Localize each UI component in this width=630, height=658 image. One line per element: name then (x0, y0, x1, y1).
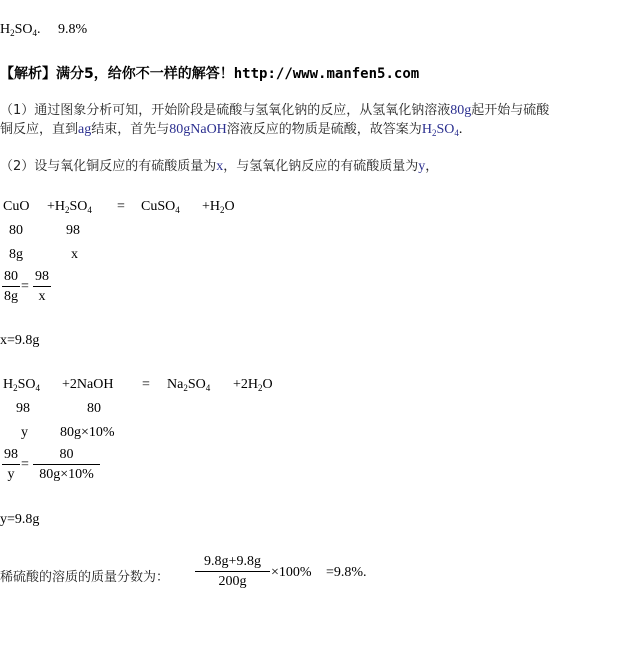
para2-text-a: （2）设与氧化铜反应的有硫酸质量为 (0, 159, 217, 174)
eq1-mass-cuo: 80 (9, 223, 23, 238)
eq1-fraction-left-den: 8g (4, 289, 18, 304)
eq2-fraction-right-num: 80 (59, 447, 74, 462)
para1-text-a: （1）通过图象分析可知，开始阶段是硫酸与氢氧化钠的反应，从氢氧化钠溶液 (0, 103, 451, 118)
answer-line (0, 22, 87, 38)
eq1-fraction-left (2, 269, 20, 305)
para1-answer-formula: $H_2SO_4$ (421, 122, 459, 138)
para1-text-e: 溶液反应的物质是硫酸，故答案为 (226, 122, 422, 137)
eq2-fraction-left-num: 98 (4, 447, 18, 462)
para1-value-80g: 80g (450, 103, 472, 118)
final-fraction (195, 554, 270, 590)
eq2-mass-h2so4: 98 (16, 401, 30, 416)
para1-end-mark: . (458, 122, 463, 137)
eq2-product-na2so4: $Na_2SO_4$ (167, 377, 211, 393)
eq2-result: y=9.8g (0, 512, 40, 527)
eq1-product-h2o: $+H_2O$ (202, 199, 235, 215)
final-label: 稀硫酸的溶质的质量分数为： (0, 570, 170, 585)
eq2-fraction-left (2, 447, 20, 483)
eq1-result: x=9.8g (0, 333, 40, 348)
para1-line1 (0, 99, 549, 119)
eq2-reactant-naoh: +2NaOH (62, 377, 114, 392)
eq2-equals: = (142, 377, 150, 392)
para1-value-80gnaoh: 80gNaOH (169, 122, 227, 137)
eq1-fraction-right-num: 98 (35, 269, 49, 284)
eq2-product-h2o: $+2H_2O$ (233, 377, 273, 393)
analysis-header (0, 63, 419, 83)
eq2-fraction-left-den: y (7, 467, 15, 482)
eq1-fraction-left-num: 80 (4, 269, 18, 284)
para2-var-x: x (216, 159, 224, 174)
eq1-given-h2so4: x (71, 247, 78, 262)
para2-var-y: y (418, 159, 426, 174)
eq1-reactant-cuo: CuO (3, 199, 30, 214)
eq1-fraction-equals: = (21, 279, 29, 294)
eq2-fraction-right-den: 80g×10% (39, 467, 94, 482)
answer-percent: 9.8% (58, 22, 88, 37)
eq1-equals: = (117, 199, 125, 214)
para2-line (0, 155, 438, 175)
eq1-fraction-right-den: x (38, 289, 46, 304)
eq2-mass-naoh: 80 (87, 401, 101, 416)
para1-text-d: 结束，首先与 (91, 122, 170, 137)
eq1-product-cuso4: CuSO$_4$ (141, 199, 180, 215)
para1-text-c: 铜反应，直到 (0, 122, 79, 137)
analysis-header-label: 【解析】满分5，给你不一样的解答！ (0, 66, 234, 82)
para1-value-ag: ag (78, 122, 92, 137)
eq1-fraction-right (33, 269, 51, 305)
eq2-reactant-h2so4: $H_2SO_4$ (3, 377, 41, 393)
answer-formula: $H_2SO_4$ (0, 22, 38, 38)
para2-text-b: ，与氢氧化钠反应的有硫酸质量为 (223, 159, 419, 174)
eq1-mass-h2so4: 98 (66, 223, 80, 238)
eq2-fraction-right (33, 447, 100, 483)
eq2-given-naoh: 80g×10% (60, 425, 115, 440)
analysis-header-url: http://www.manfen5.com (233, 66, 420, 82)
eq2-fraction-equals: = (21, 457, 29, 472)
answer-separator: . (37, 22, 41, 37)
para1-text-b: 起开始与硫酸 (471, 103, 550, 118)
final-fraction-den: 200g (218, 574, 247, 589)
final-result: =9.8%. (326, 565, 367, 580)
para1-line2 (0, 118, 462, 138)
final-fraction-num: 9.8g+9.8g (204, 554, 261, 569)
final-times: ×100% (271, 565, 312, 580)
eq1-reactant-h2so4: $+H_2SO_4$ (47, 199, 92, 215)
eq1-given-cuo: 8g (9, 247, 23, 262)
eq2-given-h2so4: y (21, 425, 28, 440)
para2-text-c: ， (425, 159, 439, 174)
